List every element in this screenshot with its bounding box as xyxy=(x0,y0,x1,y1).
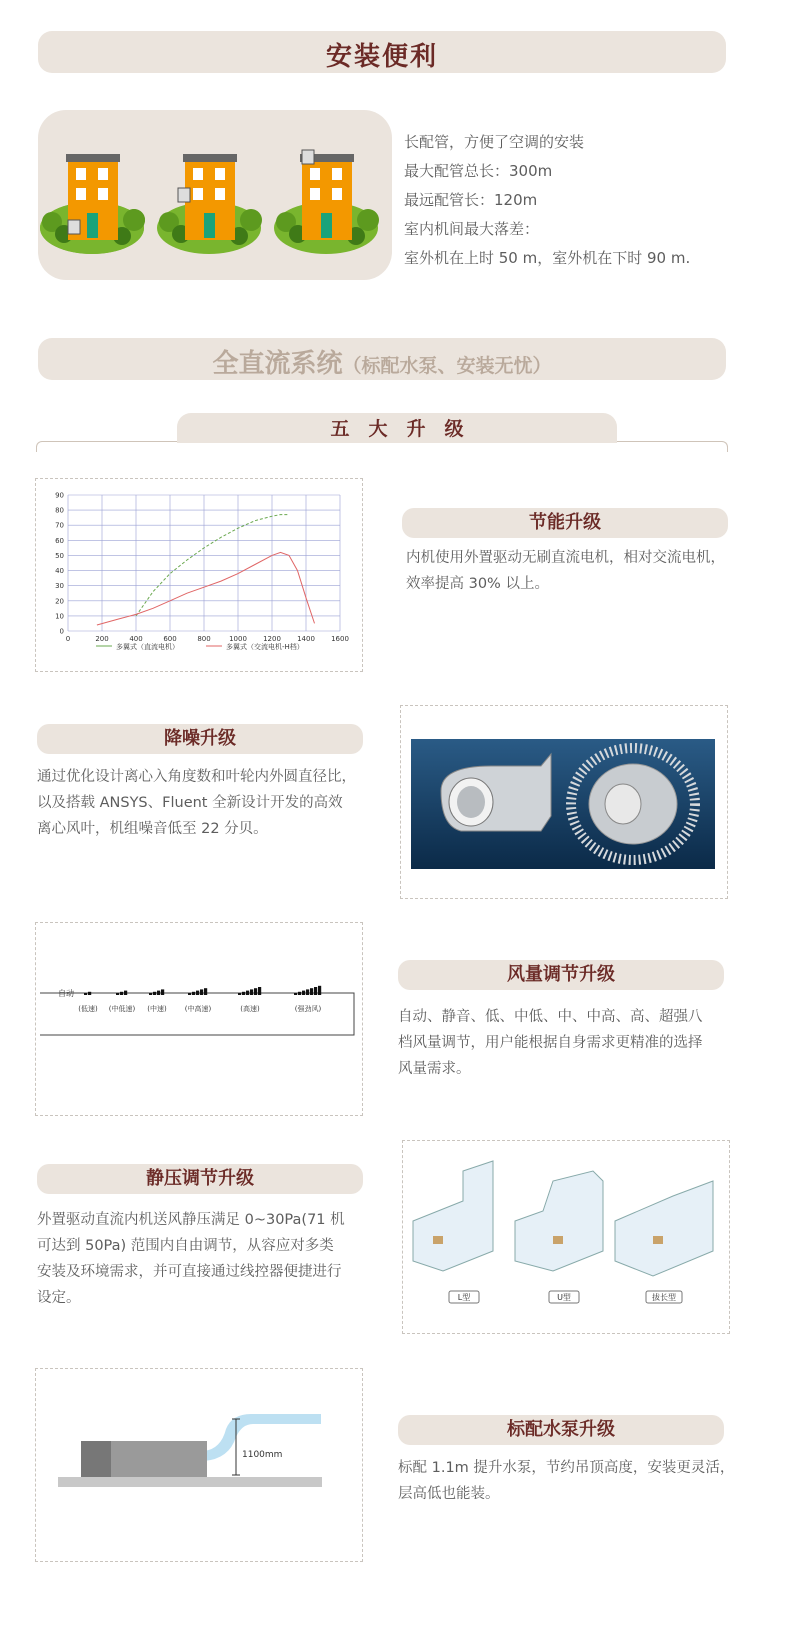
section-dc-title-wrap xyxy=(38,343,726,380)
feature-title-bar xyxy=(398,1415,724,1445)
fan-speed-bar xyxy=(161,989,164,995)
chart-x-tick: 1000 xyxy=(229,635,247,643)
feature-text-line: 设定。 xyxy=(37,1290,81,1306)
fan-speed-bar xyxy=(294,993,297,995)
fan-speed-bar xyxy=(246,991,249,995)
installation-line: 室内机间最大落差： xyxy=(404,220,540,238)
fan-speed-bar xyxy=(116,993,119,995)
fan-speed-bar xyxy=(192,992,195,995)
chart-x-tick: 1200 xyxy=(263,635,281,643)
feature-title-bar xyxy=(37,724,363,754)
feature-text-line: 标配 1.1m 提升水泵，节约吊顶高度，安装更灵活， xyxy=(398,1460,735,1476)
fan-speed-label: (中低速) xyxy=(108,1005,136,1013)
fan-speed-bar xyxy=(196,991,199,995)
feature-text-line: 内机使用外置驱动无刷直流电机，相对交流电机， xyxy=(406,550,725,566)
feature-title: 风量调节升级 xyxy=(507,964,615,985)
fan-speed-bar xyxy=(188,993,191,995)
room-type-label: U型 xyxy=(557,1293,571,1302)
feature-text-line: 安装及环境需求，并可直接通过线控器便捷进行 xyxy=(37,1264,342,1280)
chart-x-tick: 800 xyxy=(197,635,211,643)
fan-speed-bar xyxy=(120,992,123,995)
chart-legend-label: 多翼式（交流电机-H档） xyxy=(226,643,304,651)
feature-text-line: 可达到 50Pa) 范围内自由调节，从容应对多类 xyxy=(37,1238,334,1254)
room-u-icon xyxy=(515,1171,603,1271)
fan-speed-box xyxy=(35,922,363,1116)
fan-speed-label: (中高速) xyxy=(184,1005,212,1013)
fan-speed-bar xyxy=(153,992,156,995)
pump-height-label: 1100mm xyxy=(242,1450,283,1460)
feature-text-line: 以及搭载 ANSYS、Fluent 全新设计开发的高效 xyxy=(37,795,343,811)
houses-illustration-overlay xyxy=(38,110,392,280)
chart-x-tick: 200 xyxy=(95,635,109,643)
feature-text-line: 效率提高 30% 以上。 xyxy=(406,576,549,592)
feature-text xyxy=(37,1207,387,1311)
fan-speed-bar xyxy=(318,986,321,995)
installation-line: 长配管，方便了空调的安装 xyxy=(404,133,585,151)
feature-text-line: 外置驱动直流内机送风静压满足 0~30Pa(71 机 xyxy=(37,1212,345,1228)
feature-text-line: 离心风叶，机组噪音低至 22 分贝。 xyxy=(37,821,268,837)
fan-speed-bar xyxy=(157,991,160,995)
fan-speed-label: (强劲风) xyxy=(294,1005,322,1013)
fan-speed-label: (中速) xyxy=(147,1005,167,1013)
chart-x-tick: 600 xyxy=(163,635,177,643)
room-l-icon xyxy=(413,1161,493,1271)
installation-line: 最大配管总长：300m xyxy=(404,162,553,180)
fan-speed-bar xyxy=(250,989,253,995)
feature-text xyxy=(406,545,786,597)
fan-speed-label: 自动 xyxy=(58,989,74,998)
fan-speed-bar xyxy=(149,993,152,995)
chart-y-tick: 0 xyxy=(59,627,64,636)
fan-speed-bar xyxy=(238,993,241,995)
chart-y-tick: 40 xyxy=(55,567,64,576)
chart-y-tick: 10 xyxy=(55,612,64,621)
room-types-diagram xyxy=(403,1141,729,1333)
chart-x-tick: 0 xyxy=(65,635,71,643)
section-dc-subtitle: （标配水泵、安装无忧） xyxy=(342,355,552,377)
outdoor-unit-icon xyxy=(178,188,190,202)
fan-speed-bar xyxy=(204,988,207,995)
room-type-label: L型 xyxy=(457,1293,471,1302)
fan-speed-bar xyxy=(124,991,127,995)
feature-title-bar xyxy=(398,960,724,990)
fan-speed-bar xyxy=(254,988,257,995)
room-long-icon xyxy=(615,1181,713,1276)
installation-line: 最远配管长：120m xyxy=(404,191,538,209)
fan-speed-bar xyxy=(306,989,309,995)
chart-y-tick: 60 xyxy=(55,536,64,545)
chart-y-tick: 70 xyxy=(55,521,64,530)
feature-title: 标配水泵升级 xyxy=(507,1419,615,1440)
feature-text xyxy=(37,764,382,842)
room-type-label: 拔长型 xyxy=(652,1293,676,1302)
feature-text xyxy=(398,1455,743,1507)
feature-text-line: 层高低也能装。 xyxy=(398,1486,500,1502)
fan-speed-label: (高速) xyxy=(240,1005,260,1013)
fan-speed-diagram xyxy=(36,923,362,1115)
section-installation-title: 安装便利 xyxy=(325,42,438,72)
fan-speed-bar xyxy=(200,989,203,995)
upgrades-tab-label: 五 大 升 级 xyxy=(330,418,464,440)
feature-title: 降噪升级 xyxy=(164,728,236,749)
pump-diagram xyxy=(36,1369,362,1561)
feature-title-bar xyxy=(402,508,728,538)
upgrades-tab xyxy=(177,413,617,443)
outdoor-unit-icon xyxy=(302,150,314,164)
efficiency-chart xyxy=(36,479,362,671)
chart-y-tick: 30 xyxy=(55,582,64,591)
feature-text-line: 风量需求。 xyxy=(398,1061,471,1077)
feature-text-line: 通过优化设计离心入角度数和叶轮内外圆直径比， xyxy=(37,769,356,785)
installation-line: 室外机在上时 50 m，室外机在下时 90 m. xyxy=(404,249,691,267)
fan-speed-bar xyxy=(310,988,313,995)
chart-y-tick: 50 xyxy=(55,551,64,560)
fan-speed-bar xyxy=(298,992,301,995)
fan-speed-bar xyxy=(258,987,261,995)
chart-x-tick: 1600 xyxy=(331,635,349,643)
fan-speed-bar xyxy=(302,991,305,995)
feature-title-bar xyxy=(37,1164,363,1194)
chart-x-tick: 400 xyxy=(129,635,143,643)
room-types-box xyxy=(402,1140,730,1334)
section-installation-header xyxy=(38,31,726,73)
feature-text xyxy=(398,1004,743,1082)
feature-text-line: 档风量调节，用户能根据自身需求更精准的选择 xyxy=(398,1035,703,1051)
feature-text-line: 自动、静音、低、中低、中、中高、高、超强八 xyxy=(398,1009,703,1025)
fan-speed-bar xyxy=(88,992,91,995)
efficiency-chart-box xyxy=(35,478,363,672)
chart-y-tick: 90 xyxy=(55,491,64,500)
chart-y-tick: 80 xyxy=(55,506,64,515)
section-dc-header xyxy=(38,338,726,380)
pump-box xyxy=(35,1368,363,1562)
fan-image xyxy=(401,706,727,898)
feature-title: 节能升级 xyxy=(529,512,601,533)
installation-text xyxy=(404,128,784,273)
chart-x-tick: 1400 xyxy=(297,635,315,643)
chart-y-tick: 20 xyxy=(55,597,64,606)
feature-title: 静压调节升级 xyxy=(146,1168,254,1189)
outdoor-unit-icon xyxy=(68,220,80,234)
chart-series-line xyxy=(97,552,315,625)
fan-speed-bar xyxy=(84,993,87,995)
fan-speed-label: (低速) xyxy=(78,1005,98,1013)
chart-legend-label: 多翼式（直流电机） xyxy=(116,643,179,651)
fan-image-box xyxy=(400,705,728,899)
fan-speed-bar xyxy=(314,987,317,995)
section-dc-title: 全直流系统 xyxy=(212,349,343,379)
fan-speed-bar xyxy=(242,992,245,995)
